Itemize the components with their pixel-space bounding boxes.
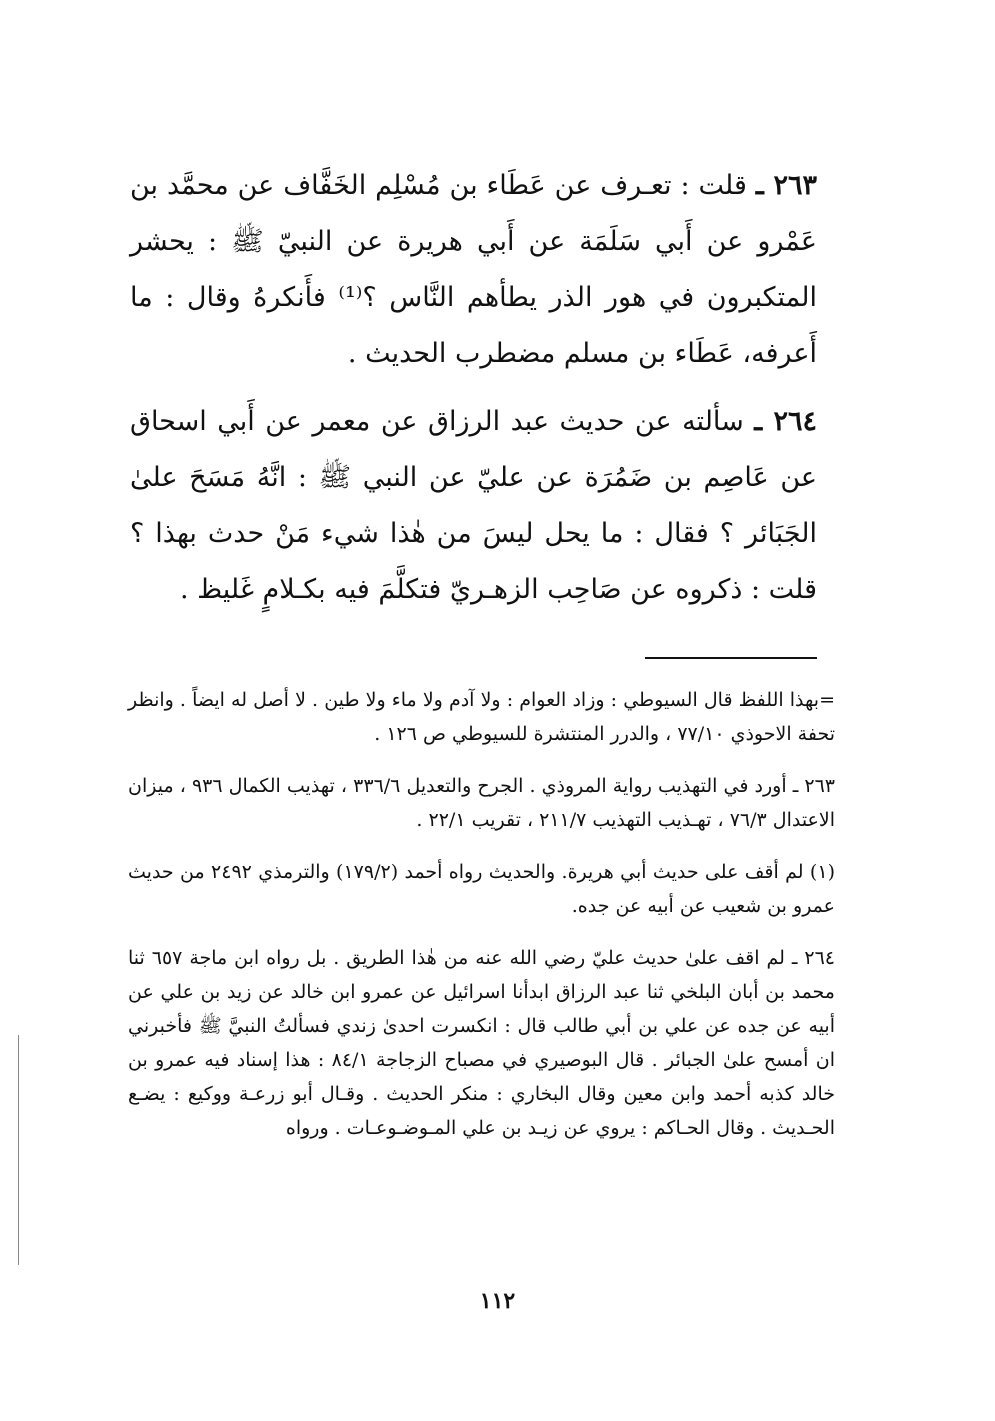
entry-263 [130, 158, 817, 382]
scan-edge-line [18, 1035, 19, 1265]
footnote-263: ٢٦٣ ـ أورد في التهذيب رواية المروذي . الجرح والتعديل ٣٣٦/٦ ، تهذيب الكمال ٩٣٦ ، ميزان الاعتدال ٧٦/٣ ، تهـذيب التهذيب ٢١١/٧ ، تقريب ٢٢/١ . [128, 775, 835, 831]
footnote-continued: =بهذا اللفظ قال السيوطي : وزاد العوام : ولا آدم ولا ماء ولا طين . لا أصل له ايضاً . وانظر تحفة الاحوذي ٧٧/١٠ ، والدرر المنتشرة للسيوطي ص ١٢٦ . [128, 689, 835, 745]
footnote-1: (١) لم أقف على حديث أبي هريرة. والحديث رواه أحمد (١٧٩/٢) والترمذي ٢٤٩٢ من حديث عمرو بن شعيب عن أبيه عن جده. [128, 861, 835, 917]
entry-body: سألته عن حديث عبد الرزاق عن معمر عن أَبي اسحاق عن عَاصِم بن ضَمُرَة عن عليّ عن النبي ﷺ : انَّهُ مَسَحَ علىٰ الجَبَائر ؟ فقال : ما يحل ليسَ من هٰذا شيء مَنْ حدث بهذا ؟ قلت : ذكروه عن صَاحِب الزهـريّ فتكلَّمَ فيه بكـلامٍ غَليظ . [130, 406, 817, 605]
entry-264 [130, 394, 817, 618]
page-number: ١١٢ [479, 1288, 516, 1314]
main-text [130, 158, 817, 630]
footnote-divider [645, 657, 817, 659]
entry-number: ٢٦٣ ـ [755, 170, 817, 201]
footnote-264: ٢٦٤ ـ لم اقف علىٰ حديث عليّ رضي الله عنه من هٰذا الطريق . بل رواه ابن ماجة ٦٥٧ ثنا محمد بن أبان البلخي ثنا عبد الرزاق ابدأنا اسرائيل عن عمرو ابن خالد عن زيد بن علي عن أبيه عن جده عن علي بن أبي طالب قال : انكسرت احدىٰ زندي فسألتُ النبيَّ ﷺ فأخبرني ان أمسح علىٰ الجبائر . قال البوصيري في مصباح الزجاجة ٨٤/١ : هذا إسناد فيه عمرو بن خالد كذبه أحمد وابن معين وقال البخاري : منكر الحديث . وقـال أبو زرعـة ووكيع : يضـع الحـديث . وقال الحـاكم : يروي عن زيـد بن علي المـوضـوعـات . ورواه [128, 947, 835, 1139]
entry-body: قلت : تعـرف عن عَطَاء بن مُسْلِم الخَفَّاف عن محمَّد بن عَمْرو عن أَبي سَلَمَة عن أَبي هريرة عن النبيّ ﷺ : يحشر المتكبرون في هور الذر يطأهم النَّاس ؟⁽¹⁾ فأَنكرهُ وقال : ما أَعرفه، عَطَاء بن مسلم مضطرب الحديث . [130, 170, 817, 369]
entry-number: ٢٦٤ ـ [754, 406, 817, 437]
footnotes [128, 683, 835, 1163]
